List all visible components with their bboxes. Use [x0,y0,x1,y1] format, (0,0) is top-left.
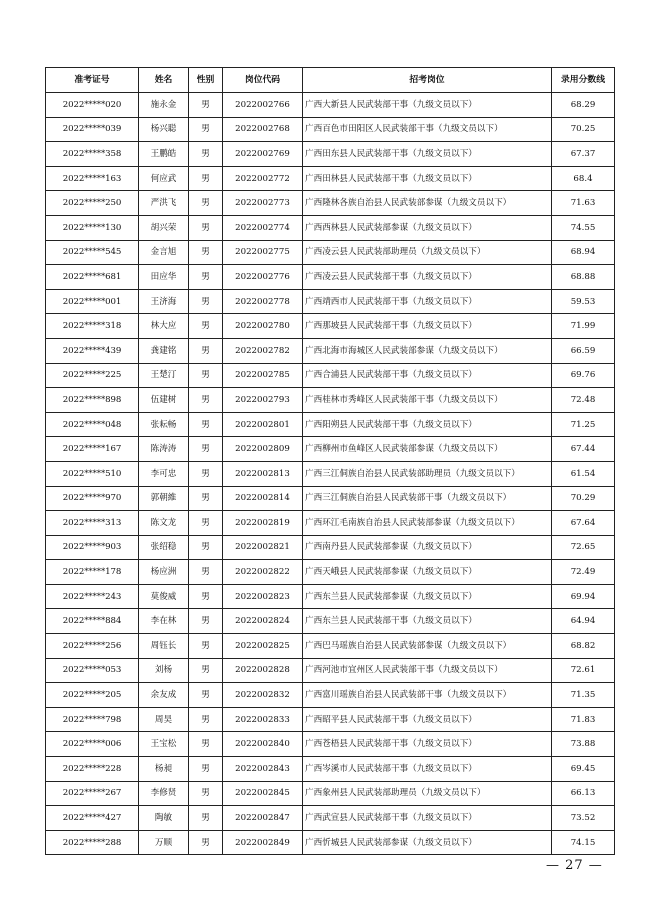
gender-cell: 男 [189,658,223,683]
name-cell: 杨兴聪 [139,117,189,142]
gender-cell: 男 [189,535,223,560]
score-cell: 69.94 [552,584,615,609]
score-cell: 68.82 [552,634,615,659]
position-code-cell: 2022002773 [223,191,303,216]
gender-cell: 男 [189,289,223,314]
gender-cell: 男 [189,314,223,339]
table-row [46,437,615,462]
score-cell: 64.94 [552,609,615,634]
position-code-cell: 2022002793 [223,388,303,413]
position-cell: 广西西林县人民武装部参谋（九级文员以下） [303,215,552,240]
score-cell: 67.37 [552,142,615,167]
table-row [46,634,615,659]
exam-id-cell: 2022*****545 [46,240,139,265]
name-cell: 刘杨 [139,658,189,683]
table-row [46,191,615,216]
score-cell: 69.76 [552,363,615,388]
position-code-cell: 2022002824 [223,609,303,634]
exam-id-cell: 2022*****167 [46,437,139,462]
score-cell: 72.49 [552,560,615,585]
score-cell: 73.52 [552,806,615,831]
position-code-cell: 2022002775 [223,240,303,265]
position-code-cell: 2022002823 [223,584,303,609]
exam-id-cell: 2022*****243 [46,584,139,609]
position-cell: 广西岑溪市人民武装部干事（九级文员以下） [303,757,552,782]
gender-cell: 男 [189,806,223,831]
gender-cell: 男 [189,166,223,191]
position-cell: 广西柳州市鱼峰区人民武装部参谋（九级文员以下） [303,437,552,462]
name-cell: 王宝松 [139,732,189,757]
score-cell: 67.44 [552,437,615,462]
gender-cell: 男 [189,412,223,437]
exam-id-cell: 2022*****228 [46,757,139,782]
table-row [46,289,615,314]
table-row [46,314,615,339]
score-cell: 71.83 [552,707,615,732]
position-cell: 广西南丹县人民武装部参谋（九级文员以下） [303,535,552,560]
position-cell: 广西靖西市人民武装部干事（九级文员以下） [303,289,552,314]
exam-id-cell: 2022*****510 [46,461,139,486]
table-row [46,142,615,167]
position-cell: 广西环江毛南族自治县人民武装部参谋（九级文员以下） [303,511,552,536]
position-cell: 广西忻城县人民武装部参谋（九级文员以下） [303,830,552,855]
table-row [46,388,615,413]
exam-id-cell: 2022*****970 [46,486,139,511]
exam-id-cell: 2022*****048 [46,412,139,437]
position-cell: 广西大新县人民武装部干事（九级文员以下） [303,93,552,118]
exam-id-cell: 2022*****039 [46,117,139,142]
score-cell: 66.13 [552,781,615,806]
position-cell: 广西苍梧县人民武装部干事（九级文员以下） [303,732,552,757]
position-code-cell: 2022002828 [223,658,303,683]
name-cell: 周昊 [139,707,189,732]
gender-cell: 男 [189,363,223,388]
score-cell: 74.55 [552,215,615,240]
score-cell: 69.45 [552,757,615,782]
position-cell: 广西东兰县人民武装部参谋（九级文员以下） [303,584,552,609]
position-cell: 广西天峨县人民武装部参谋（九级文员以下） [303,560,552,585]
score-cell: 71.63 [552,191,615,216]
exam-id-cell: 2022*****006 [46,732,139,757]
position-cell: 广西三江侗族自治县人民武装部干事（九级文员以下） [303,486,552,511]
position-code-cell: 2022002832 [223,683,303,708]
table-row [46,265,615,290]
table-row [46,806,615,831]
gender-cell: 男 [189,634,223,659]
position-code-cell: 2022002813 [223,461,303,486]
page-number: — 27 — [546,858,603,873]
gender-cell: 男 [189,117,223,142]
table-row [46,707,615,732]
exam-id-cell: 2022*****313 [46,511,139,536]
header-position-code: 岗位代码 [223,68,303,93]
name-cell: 万顺 [139,830,189,855]
table-header [46,68,615,93]
position-cell: 广西那坡县人民武装部干事（九级文员以下） [303,314,552,339]
gender-cell: 男 [189,265,223,290]
table-row [46,830,615,855]
table-row [46,781,615,806]
name-cell: 张耘畅 [139,412,189,437]
gender-cell: 男 [189,683,223,708]
position-code-cell: 2022002849 [223,830,303,855]
position-code-cell: 2022002801 [223,412,303,437]
name-cell: 林大应 [139,314,189,339]
exam-id-cell: 2022*****225 [46,363,139,388]
position-code-cell: 2022002845 [223,781,303,806]
table-row [46,486,615,511]
name-cell: 陈文龙 [139,511,189,536]
score-cell: 67.64 [552,511,615,536]
name-cell: 田应华 [139,265,189,290]
table-row [46,166,615,191]
position-cell: 广西武宣县人民武装部干事（九级文员以下） [303,806,552,831]
exam-id-cell: 2022*****267 [46,781,139,806]
position-cell: 广西桂林市秀峰区人民武装部干事（九级文员以下） [303,388,552,413]
exam-id-cell: 2022*****439 [46,338,139,363]
position-cell: 广西田林县人民武装部干事（九级文员以下） [303,166,552,191]
score-cell: 72.61 [552,658,615,683]
table-row [46,240,615,265]
gender-cell: 男 [189,609,223,634]
exam-id-cell: 2022*****001 [46,289,139,314]
gender-cell: 男 [189,732,223,757]
position-code-cell: 2022002825 [223,634,303,659]
table-row [46,93,615,118]
table-row [46,338,615,363]
position-cell: 广西田东县人民武装部干事（九级文员以下） [303,142,552,167]
position-code-cell: 2022002833 [223,707,303,732]
name-cell: 施永金 [139,93,189,118]
score-cell: 70.29 [552,486,615,511]
table-row [46,412,615,437]
gender-cell: 男 [189,215,223,240]
exam-id-cell: 2022*****798 [46,707,139,732]
name-cell: 莫俊威 [139,584,189,609]
name-cell: 张绍稳 [139,535,189,560]
position-code-cell: 2022002785 [223,363,303,388]
gender-cell: 男 [189,461,223,486]
name-cell: 杨应洲 [139,560,189,585]
score-cell: 74.15 [552,830,615,855]
exam-id-cell: 2022*****358 [46,142,139,167]
position-cell: 广西东兰县人民武装部干事（九级文员以下） [303,609,552,634]
position-cell: 广西合浦县人民武装部干事（九级文员以下） [303,363,552,388]
gender-cell: 男 [189,707,223,732]
gender-cell: 男 [189,757,223,782]
score-cell: 72.65 [552,535,615,560]
admission-score-table [45,67,615,855]
name-cell: 龚建铭 [139,338,189,363]
position-code-cell: 2022002780 [223,314,303,339]
header-score-line: 录用分数线 [552,68,615,93]
header-position: 招考岗位 [303,68,552,93]
header-exam-id: 准考证号 [46,68,139,93]
position-cell: 广西河池市宜州区人民武装部干事（九级文员以下） [303,658,552,683]
exam-id-cell: 2022*****205 [46,683,139,708]
name-cell: 陶敏 [139,806,189,831]
exam-id-cell: 2022*****681 [46,265,139,290]
header-gender: 性别 [189,68,223,93]
table-row [46,535,615,560]
exam-id-cell: 2022*****318 [46,314,139,339]
table-row [46,609,615,634]
gender-cell: 男 [189,830,223,855]
position-code-cell: 2022002814 [223,486,303,511]
position-code-cell: 2022002840 [223,732,303,757]
gender-cell: 男 [189,511,223,536]
exam-id-cell: 2022*****256 [46,634,139,659]
name-cell: 伍建树 [139,388,189,413]
gender-cell: 男 [189,560,223,585]
score-cell: 68.29 [552,93,615,118]
name-cell: 胡兴荣 [139,215,189,240]
table-row [46,117,615,142]
exam-id-cell: 2022*****020 [46,93,139,118]
exam-id-cell: 2022*****898 [46,388,139,413]
position-cell: 广西三江侗族自治县人民武装部助理员（九级文员以下） [303,461,552,486]
exam-id-cell: 2022*****250 [46,191,139,216]
score-cell: 70.25 [552,117,615,142]
position-code-cell: 2022002847 [223,806,303,831]
gender-cell: 男 [189,486,223,511]
exam-id-cell: 2022*****130 [46,215,139,240]
gender-cell: 男 [189,388,223,413]
position-code-cell: 2022002778 [223,289,303,314]
gender-cell: 男 [189,142,223,167]
score-cell: 59.53 [552,289,615,314]
exam-id-cell: 2022*****053 [46,658,139,683]
exam-id-cell: 2022*****178 [46,560,139,585]
table-row [46,363,615,388]
score-cell: 68.4 [552,166,615,191]
position-code-cell: 2022002822 [223,560,303,585]
exam-id-cell: 2022*****884 [46,609,139,634]
name-cell: 严洪飞 [139,191,189,216]
score-cell: 73.88 [552,732,615,757]
name-cell: 何应武 [139,166,189,191]
name-cell: 王济海 [139,289,189,314]
position-code-cell: 2022002776 [223,265,303,290]
exam-id-cell: 2022*****427 [46,806,139,831]
position-cell: 广西巴马瑶族自治县人民武装部参谋（九级文员以下） [303,634,552,659]
position-code-cell: 2022002819 [223,511,303,536]
exam-id-cell: 2022*****163 [46,166,139,191]
table-row [46,683,615,708]
score-cell: 68.88 [552,265,615,290]
score-cell: 68.94 [552,240,615,265]
position-code-cell: 2022002774 [223,215,303,240]
score-cell: 61.54 [552,461,615,486]
score-cell: 72.48 [552,388,615,413]
name-cell: 杨昶 [139,757,189,782]
name-cell: 王楚汀 [139,363,189,388]
exam-id-cell: 2022*****903 [46,535,139,560]
position-cell: 广西隆林各族自治县人民武装部参谋（九级文员以下） [303,191,552,216]
table-body [46,93,615,855]
gender-cell: 男 [189,781,223,806]
table-row [46,584,615,609]
table-row [46,732,615,757]
gender-cell: 男 [189,338,223,363]
name-cell: 周钰长 [139,634,189,659]
position-cell: 广西凌云县人民武装部干事（九级文员以下） [303,265,552,290]
table-row [46,461,615,486]
gender-cell: 男 [189,240,223,265]
table-row [46,757,615,782]
position-code-cell: 2022002782 [223,338,303,363]
score-cell: 71.35 [552,683,615,708]
table-row [46,511,615,536]
table-row [46,215,615,240]
name-cell: 李可忠 [139,461,189,486]
position-cell: 广西昭平县人民武装部干事（九级文员以下） [303,707,552,732]
position-code-cell: 2022002843 [223,757,303,782]
position-code-cell: 2022002772 [223,166,303,191]
name-cell: 余友成 [139,683,189,708]
position-cell: 广西北海市海城区人民武装部参谋（九级文员以下） [303,338,552,363]
position-code-cell: 2022002769 [223,142,303,167]
gender-cell: 男 [189,93,223,118]
name-cell: 金言旭 [139,240,189,265]
position-code-cell: 2022002766 [223,93,303,118]
gender-cell: 男 [189,584,223,609]
header-name: 姓名 [139,68,189,93]
gender-cell: 男 [189,191,223,216]
score-cell: 71.25 [552,412,615,437]
name-cell: 郭朝維 [139,486,189,511]
name-cell: 王鹏皓 [139,142,189,167]
gender-cell: 男 [189,437,223,462]
position-code-cell: 2022002768 [223,117,303,142]
name-cell: 李修贤 [139,781,189,806]
score-cell: 66.59 [552,338,615,363]
table-row [46,560,615,585]
position-cell: 广西象州县人民武装部助理员（九级文员以下） [303,781,552,806]
position-cell: 广西阳朔县人民武装部干事（九级文员以下） [303,412,552,437]
table-row [46,658,615,683]
name-cell: 李在林 [139,609,189,634]
position-code-cell: 2022002809 [223,437,303,462]
position-cell: 广西富川瑶族自治县人民武装部干事（九级文员以下） [303,683,552,708]
position-cell: 广西百色市田阳区人民武装部干事（九级文员以下） [303,117,552,142]
name-cell: 陈涛涛 [139,437,189,462]
score-cell: 71.99 [552,314,615,339]
exam-id-cell: 2022*****288 [46,830,139,855]
position-cell: 广西凌云县人民武装部助理员（九级文员以下） [303,240,552,265]
position-code-cell: 2022002821 [223,535,303,560]
